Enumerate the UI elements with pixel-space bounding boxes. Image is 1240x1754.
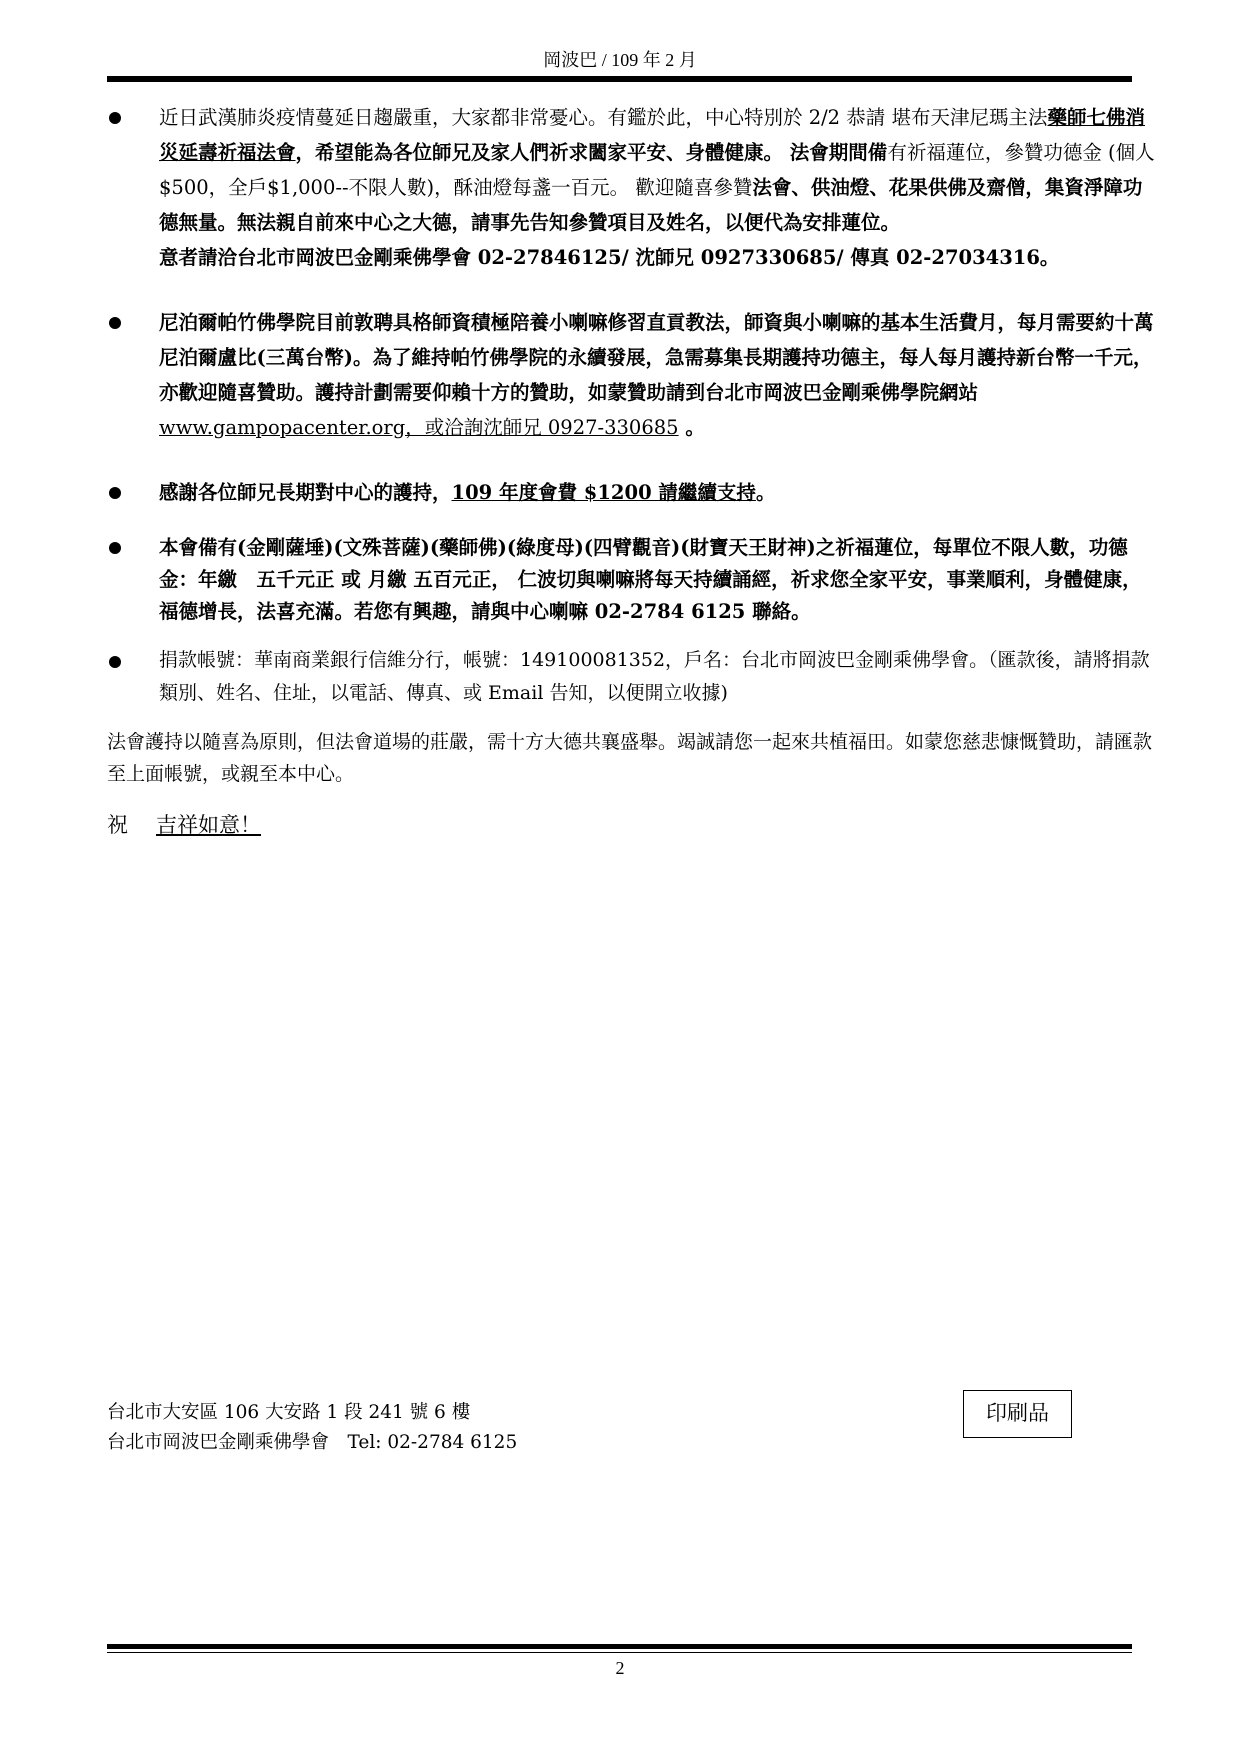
footer-rule [107, 1644, 1132, 1649]
item-text: 。 [678, 416, 705, 439]
item-text: 法會、供油燈、花果供佛及齋僧，集資淨障功德無量。無法親自前來中心之大德，請事先告知參贊項目及姓名，以便代為安排蓮位。 [159, 176, 1143, 234]
bullet-icon [109, 112, 121, 124]
item-text: 感謝各位師兄長期對中心的護持， [159, 481, 452, 504]
item-text: 尼泊爾帕竹佛學院目前敦聘具格師資積極陪養小喇嘛修習直貢教法，師資與小喇嘛的基本生活費月，每月需要約十萬尼泊爾盧比(三萬台幣)。為了維持帕竹佛學院的永續發展，急需募集長期護持功德主，每人每月護持新台幣一千元，亦歡迎隨喜贊助。護持計劃需要仰賴十方的贊助，如蒙贊助請到台北市岡波巴金剛乘佛學院網站 [159, 311, 1154, 404]
bullet-icon [109, 656, 121, 668]
bullet-icon [109, 487, 121, 499]
assembly-name: 藥師七佛消災延壽祈福法會 [159, 106, 1145, 164]
item-text: 有祈福蓮位，參贊功德金 (個人$500，全戶$1,000--不限人數)，酥油燈每盞一百元。 歡迎隨喜參贊 [159, 141, 1155, 199]
list-item-blessing-lotus [107, 532, 1157, 628]
list-item-donation-account [107, 644, 1157, 710]
item-text: 近日武漢肺炎疫情蔓延日趨嚴重，大家都非常憂心。有鑑於此，中心特別於 2/2 恭請 堪布天津尼瑪主法 [159, 106, 1048, 129]
closing-word: 祝 [107, 813, 128, 837]
item-text: 本會備有(金剛薩埵)(文殊菩薩)(藥師佛)(綠度母)(四臂觀音)(財寶天王財神)之祈福蓮位，每單位不限人數，功德金：年繳 五千元正 或 月繳 五百元正， 仁波切與喇嘛將每天持續誦經，祈求您全家平安，事業順利，身體健康，福德增長，法喜充滿。若您有興趣，請與中心喇嘛 02-2784 6125 聯絡。 [159, 536, 1142, 623]
website-link[interactable]: www.gampopacenter.org，或洽詢沈師兄 0927-330685 [159, 416, 679, 439]
footer-address: 台北市大安區 106 大安路 1 段 241 號 6 樓 [107, 1402, 471, 1423]
item-text: 捐款帳號：華南商業銀行信維分行，帳號：149100081352，戶名：台北市岡波巴金剛乘佛學會。（匯款後，請將捐款類別、姓名、住址，以電話、傳真、或 Email 告知，以便開立收據) [159, 649, 1150, 704]
appeal-paragraph: 法會護持以隨喜為原則，但法會道場的莊嚴，需十方大德共襄盛舉。竭誠請您一起來共植福田。如蒙您慈悲慷慨贊助，請匯款至上面帳號，或親至本中心。 [107, 731, 1153, 785]
footer-address-block [107, 1398, 517, 1458]
membership-fee: 109 年度會費 $1200 請繼續支持 [451, 481, 756, 504]
main-content [107, 100, 1157, 843]
item-text: ，希望能為各位師兄及家人們祈求闔家平安、身體健康。 法會期間備 [295, 141, 888, 164]
bullet-icon [109, 542, 121, 554]
closing-line [107, 808, 1157, 843]
header-rule [107, 76, 1132, 82]
contact-line: 意者請洽台北市岡波巴金剛乘佛學會 02-27846125/ 沈師兄 0927330685/ 傳真 02-27034316。 [159, 246, 1060, 269]
item-text: 。 [755, 481, 776, 504]
printed-matter-stamp: 印刷品 [963, 1390, 1072, 1438]
page-number: 2 [615, 1658, 625, 1678]
footer-org: 台北市岡波巴金剛乘佛學會 Tel: 02-2784 6125 [107, 1432, 518, 1453]
list-item-buddhist-college [107, 305, 1157, 445]
closing-wish: 吉祥如意！ [156, 813, 261, 837]
bullet-icon [109, 317, 121, 329]
list-item-dharma-assembly [107, 100, 1157, 275]
footer-rule-thin [107, 1652, 1132, 1653]
page-header: 岡波巴 / 109 年 2 月 [543, 50, 697, 70]
list-item-membership [107, 475, 1157, 510]
